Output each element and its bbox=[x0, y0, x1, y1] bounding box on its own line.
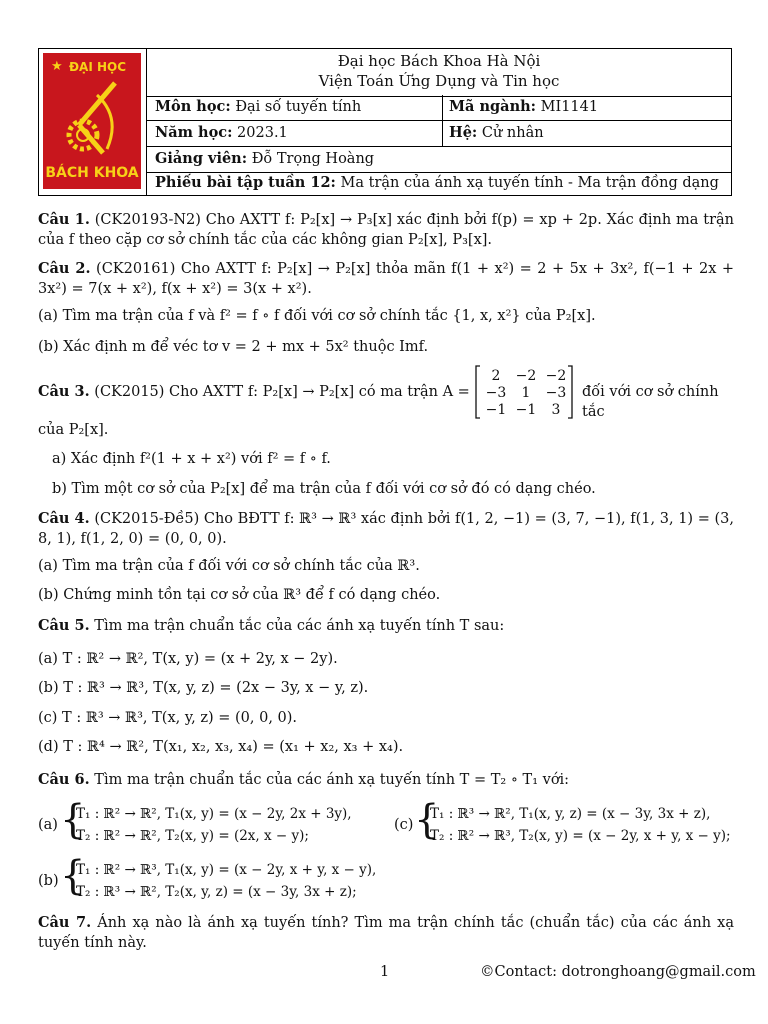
q6b-brace: { bbox=[60, 853, 86, 899]
question-5b: (b) T : ℝ³ → ℝ³, T(x, y, z) = (2x − 3y, x − y, z). bbox=[38, 680, 369, 696]
question-5d: (d) T : ℝ⁴ → ℝ², T(x₁, x₂, x₃, x₄) = (x₁ + x₂, x₃ + x₄). bbox=[38, 739, 404, 755]
matrix-A bbox=[474, 364, 574, 420]
question-7 bbox=[38, 913, 734, 953]
q6b-line1: T₁ : ℝ² → ℝ³, T₁(x, y) = (x − 2y, x + y, x − y), bbox=[76, 862, 377, 878]
matrix-cell: 2 bbox=[491, 368, 501, 384]
q6b-label: (b) bbox=[38, 873, 59, 889]
question-4b: (b) Chứng minh tồn tại cơ sở của ℝ³ để f có dạng chéo. bbox=[38, 587, 441, 603]
question-4 bbox=[38, 509, 734, 549]
matrix-cell: 3 bbox=[551, 402, 561, 418]
question-3b: b) Tìm một cơ sở của P₂[x] để ma trận của f đối với cơ sở đó có dạng chéo. bbox=[52, 481, 596, 497]
question-5c: (c) T : ℝ³ → ℝ³, T(x, y, z) = (0, 0, 0). bbox=[38, 710, 298, 726]
question-3a: a) Xác định f²(1 + x + x²) với f² = f ∘ f. bbox=[52, 451, 331, 467]
compass-gear-icon bbox=[57, 77, 129, 157]
system-label: Hệ: bbox=[449, 124, 478, 141]
matrix-cell: −2 bbox=[545, 368, 567, 384]
year-value: 2023.1 bbox=[237, 125, 288, 141]
q6a-brace: { bbox=[60, 797, 86, 843]
code-label: Mã ngành: bbox=[449, 98, 537, 115]
matrix-cell: −1 bbox=[485, 402, 507, 418]
year-row bbox=[147, 121, 731, 147]
matrix-cell: −1 bbox=[515, 402, 537, 418]
subject-row bbox=[147, 95, 731, 121]
question-2-text: (CK20161) Cho AXTT f: P₂[x] → P₂[x] thỏa mãn f(1 + x²) = 2 + 5x + 3x², f(−1 + 2x + 3x²) = 7(x + x²), f(x + x²) = 3(x + x²). bbox=[38, 261, 735, 297]
q6c-line1: T₁ : ℝ³ → ℝ², T₁(x, y, z) = (x − 3y, 3x + z), bbox=[430, 806, 711, 822]
matrix-cell: 1 bbox=[521, 385, 531, 401]
question-2b: (b) Xác định m để véc tơ v = 2 + mx + 5x² thuộc Imf. bbox=[38, 339, 429, 355]
code-value: MI1141 bbox=[540, 99, 599, 115]
university-logo bbox=[39, 49, 147, 195]
question-4-text: (CK2015-Đề5) Cho BĐTT f: ℝ³ → ℝ³ xác định bởi f(1, 2, −1) = (3, 7, −1), f(1, 3, 1) = (3, 8, 1), f(1, 2, 0) = (0, 0, 0). bbox=[38, 511, 734, 547]
institute-name: Viện Toán Ứng Dụng và Tin học bbox=[318, 72, 560, 90]
question-3-post: đối với cơ sở chính tắc bbox=[582, 384, 719, 420]
lecturer-label: Giảng viên: bbox=[155, 150, 248, 167]
q6a-line2: T₂ : ℝ² → ℝ², T₂(x, y) = (2x, x − y); bbox=[76, 828, 309, 844]
contact-info: ©Contact: dotronghoang@gmail.com bbox=[480, 964, 756, 980]
q6c-label: (c) bbox=[394, 817, 414, 833]
question-5-text: Tìm ma trận chuẩn tắc của các ánh xạ tuyến tính T sau: bbox=[94, 618, 505, 634]
question-1-text: (CK20193-N2) Cho AXTT f: P₂[x] → P₃[x] xác định bởi f(p) = xp + 2p. Xác định ma trận của f theo cặp cơ sở chính tắc của các không gian P₂[x], P₃[x]. bbox=[38, 212, 734, 248]
question-3-cont: của P₂[x]. bbox=[38, 422, 109, 438]
question-1 bbox=[38, 210, 734, 250]
institution bbox=[147, 49, 731, 97]
question-7-label: Câu 7. bbox=[38, 914, 92, 931]
q6a-label: (a) bbox=[38, 817, 58, 833]
question-2a: (a) Tìm ma trận của f và f² = f ∘ f đối với cơ sở chính tắc {1, x, x²} của P₂[x]. bbox=[38, 308, 596, 324]
lecturer-row bbox=[147, 147, 731, 173]
question-4-label: Câu 4. bbox=[38, 510, 90, 527]
question-4a: (a) Tìm ma trận của f đối với cơ sở chính tắc của ℝ³. bbox=[38, 558, 420, 574]
sheet-title: Ma trận của ánh xạ tuyến tính - Ma trận đồng dạng bbox=[340, 175, 719, 191]
system-value: Cử nhân bbox=[481, 125, 544, 141]
question-6-label: Câu 6. bbox=[38, 771, 90, 788]
question-2 bbox=[38, 259, 734, 299]
question-3-pre: (CK2015) Cho AXTT f: P₂[x] → P₂[x] có ma trận A = bbox=[94, 384, 470, 400]
question-6-text: Tìm ma trận chuẩn tắc của các ánh xạ tuyến tính T = T₂ ∘ T₁ với: bbox=[94, 772, 570, 788]
logo-bottom-text: BÁCH KHOA bbox=[45, 165, 139, 181]
sheet-row bbox=[147, 171, 731, 196]
question-5 bbox=[38, 616, 734, 636]
question-2-label: Câu 2. bbox=[38, 260, 91, 277]
university-name: Đại học Bách Khoa Hà Nội bbox=[337, 52, 541, 70]
q6c-brace: { bbox=[414, 797, 440, 843]
question-1-label: Câu 1. bbox=[38, 211, 90, 228]
lecturer-value: Đỗ Trọng Hoàng bbox=[251, 151, 375, 167]
question-5-label: Câu 5. bbox=[38, 617, 90, 634]
q6c-line2: T₂ : ℝ² → ℝ³, T₂(x, y) = (x − 2y, x + y, x − y); bbox=[430, 828, 731, 844]
star-icon: ★ bbox=[51, 59, 63, 74]
header-table bbox=[38, 48, 732, 196]
year-label: Năm học: bbox=[155, 124, 233, 141]
logo-top-text: ĐẠI HỌC bbox=[69, 60, 127, 74]
matrix-cell: −2 bbox=[515, 368, 537, 384]
subject-label: Môn học: bbox=[155, 98, 231, 115]
question-3-label: Câu 3. bbox=[38, 383, 90, 400]
sheet-label: Phiếu bài tập tuần 12: bbox=[155, 174, 336, 191]
matrix-cell: −3 bbox=[485, 385, 507, 401]
question-5a: (a) T : ℝ² → ℝ², T(x, y) = (x + 2y, x − 2y). bbox=[38, 651, 338, 667]
question-6 bbox=[38, 770, 734, 790]
q6b-line2: T₂ : ℝ³ → ℝ², T₂(x, y, z) = (x − 3y, 3x + z); bbox=[76, 884, 357, 900]
q6a-line1: T₁ : ℝ² → ℝ², T₁(x, y) = (x − 2y, 2x + 3y), bbox=[76, 806, 352, 822]
subject-value: Đại số tuyến tính bbox=[235, 99, 362, 115]
matrix-cell: −3 bbox=[545, 385, 567, 401]
question-7-text: Ánh xạ nào là ánh xạ tuyến tính? Tìm ma trận chính tắc (chuẩn tắc) của các ánh xạ tuyến tính này. bbox=[38, 915, 735, 951]
page-number: 1 bbox=[380, 964, 390, 980]
